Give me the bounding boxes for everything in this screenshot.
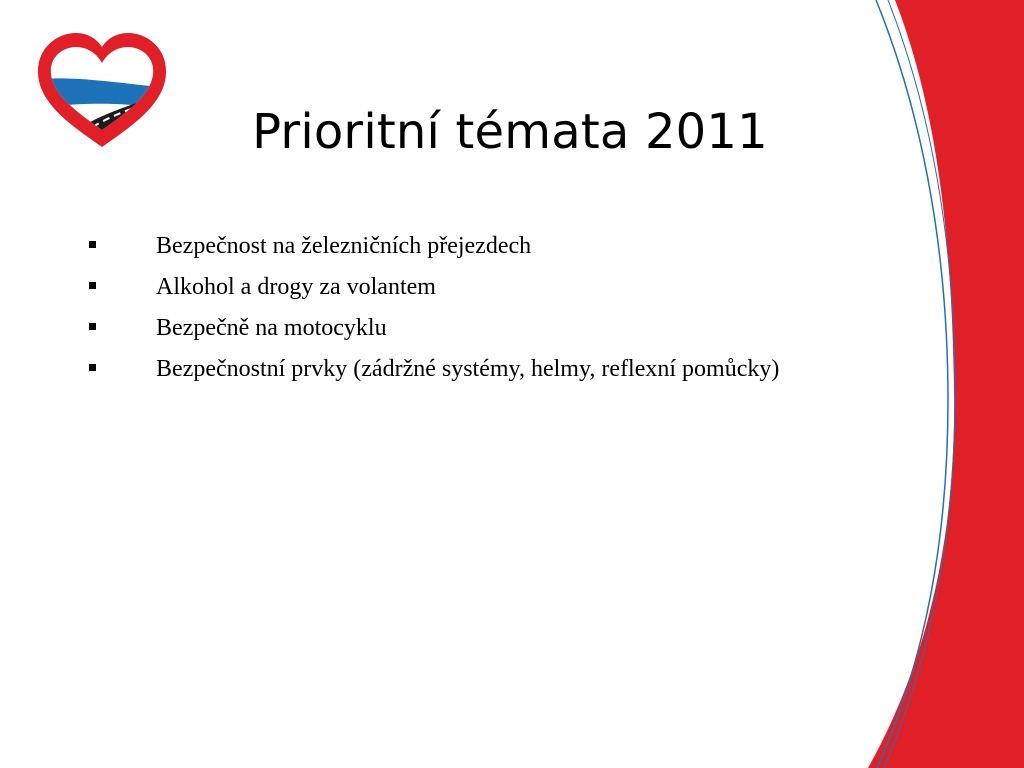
bullet-text: Bezpečnost na železničních přejezdech: [156, 233, 532, 259]
slide-title: Prioritní témata 2011: [252, 104, 768, 160]
bullet-item: [88, 271, 908, 312]
bullet-text: Alkohol a drogy za volantem: [156, 274, 436, 300]
heart-road-logo-icon: [36, 30, 168, 152]
bullet-item: [88, 353, 908, 394]
bullet-text: Bezpečně na motocyklu: [156, 315, 387, 341]
bullet-item: [88, 312, 908, 353]
square-bullet-icon: [89, 282, 96, 289]
square-bullet-icon: [89, 241, 96, 248]
bullet-text: Bezpečnostní prvky (zádržné systémy, helmy, reflexní pomůcky): [156, 356, 780, 382]
bullet-list: [88, 230, 908, 394]
square-bullet-icon: [89, 364, 96, 371]
square-bullet-icon: [89, 323, 96, 330]
bullet-item: [88, 230, 908, 271]
